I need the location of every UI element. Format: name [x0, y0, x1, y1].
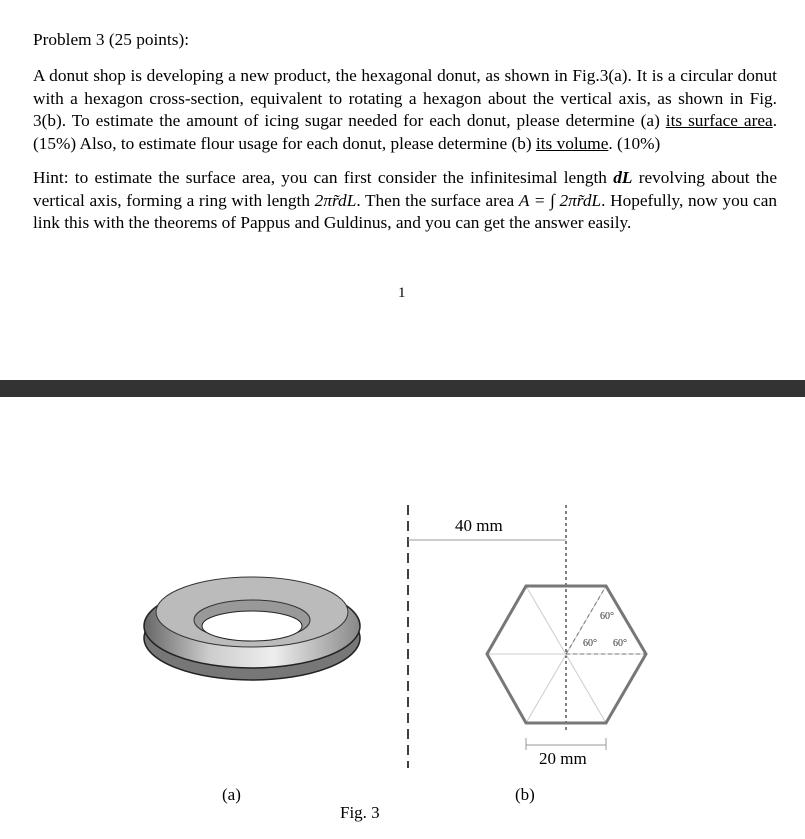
figure-caption: Fig. 3: [340, 803, 380, 822]
figure-3: [0, 397, 805, 839]
hexagonal-donut-image: [144, 577, 360, 680]
text: Hint: to estimate the surface area, you can first consider the infinitesimal length: [33, 168, 614, 187]
text: . Then the surface area: [356, 190, 519, 210]
page-number: 1: [398, 285, 406, 301]
text: . (15%) Also, to estimate flour usage for each donut, please determine (b): [33, 111, 778, 153]
math: 2πr̃dL: [314, 190, 357, 210]
math: A = ∫ 2πr̃dL: [518, 190, 602, 210]
dimension-20-label: 20 mm: [539, 749, 587, 768]
text: . Hopefully, now you can link this with the theorems of Pappus and Guldinus, and you can get the answer easily.: [33, 190, 778, 232]
math: dL: [613, 168, 633, 187]
problem-statement: [33, 65, 777, 155]
page-separator: [0, 380, 805, 397]
text: . (10%): [608, 133, 661, 153]
volume-underlined: its volume: [535, 133, 609, 153]
subfigure-b-label: (b): [515, 785, 535, 804]
angle-label: 60°: [600, 611, 614, 622]
hint-paragraph: [33, 167, 777, 235]
angle-label: 60°: [583, 638, 597, 649]
dimension-40-label: 40 mm: [455, 516, 503, 535]
angle-label: 60°: [613, 638, 627, 649]
subfigure-a-label: (a): [222, 785, 241, 804]
text: A donut shop is developing a new product, the hexagonal donut, as shown in Fig.3(a). It is a circular donut with a hexagon cross-section, equivalent to rotating a hexagon about the vertical axis, as shown in Fig. 3(b). To estimate the amount of icing sugar needed for each donut, please determine (a): [33, 66, 777, 130]
text: revolving about the vertical axis, forming a ring with length: [33, 168, 777, 210]
surface-area-underlined: its surface area: [665, 111, 773, 130]
problem-title: Problem 3 (25 points):: [33, 30, 190, 49]
